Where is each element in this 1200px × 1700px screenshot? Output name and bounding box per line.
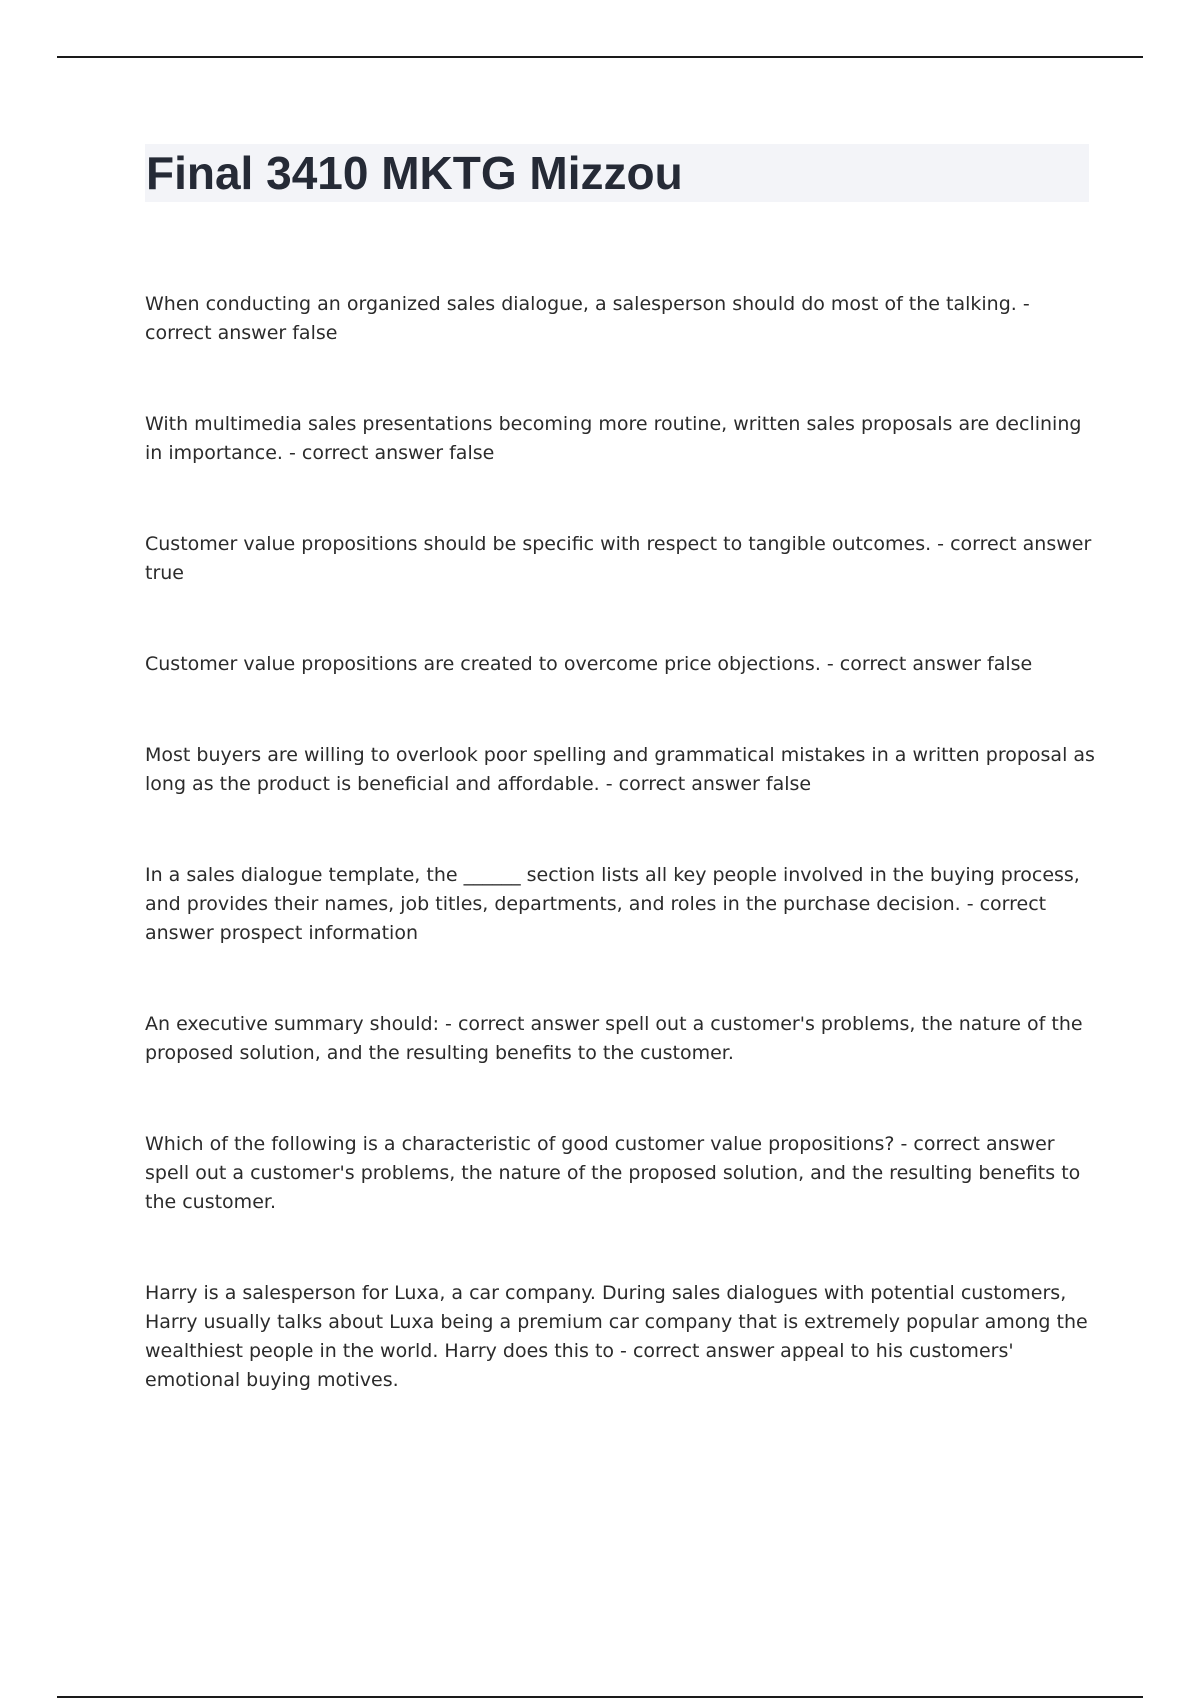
qa-item: Which of the following is a characteristic of good customer value propositions? - correct answer spell out a customer's problems, the nature of the proposed solution, and the resulting benefits to the customer. xyxy=(145,1133,1081,1213)
qa-item: An executive summary should: - correct answer spell out a customer's problems, the nature of the proposed solution, and the resulting benefits to the customer. xyxy=(145,1013,1083,1064)
top-divider xyxy=(57,56,1143,58)
qa-list xyxy=(145,290,1095,1457)
qa-item: In a sales dialogue template, the ______ section lists all key people involved in the buying process, and provides their names, job titles, departments, and roles in the purchase decision. - correct answer prospect information xyxy=(145,864,1080,944)
qa-item: Customer value propositions are created to overcome price objections. - correct answer false xyxy=(145,653,1033,675)
page-title: Final 3410 MKTG Mizzou xyxy=(146,147,683,199)
qa-item: Harry is a salesperson for Luxa, a car company. During sales dialogues with potential customers, Harry usually talks about Luxa being a premium car company that is extremely popular among the wealthiest people in the world. Harry does this to - correct answer appeal to his customers' emotional buying motives. xyxy=(145,1282,1088,1391)
qa-item: With multimedia sales presentations becoming more routine, written sales proposals are declining in importance. - correct answer false xyxy=(145,413,1082,464)
bottom-divider xyxy=(57,1696,1143,1698)
qa-item: When conducting an organized sales dialogue, a salesperson should do most of the talking. - correct answer false xyxy=(145,293,1030,344)
qa-item: Most buyers are willing to overlook poor spelling and grammatical mistakes in a written proposal as long as the product is beneficial and affordable. - correct answer false xyxy=(145,744,1095,795)
qa-item: Customer value propositions should be specific with respect to tangible outcomes. - correct answer true xyxy=(145,533,1092,584)
